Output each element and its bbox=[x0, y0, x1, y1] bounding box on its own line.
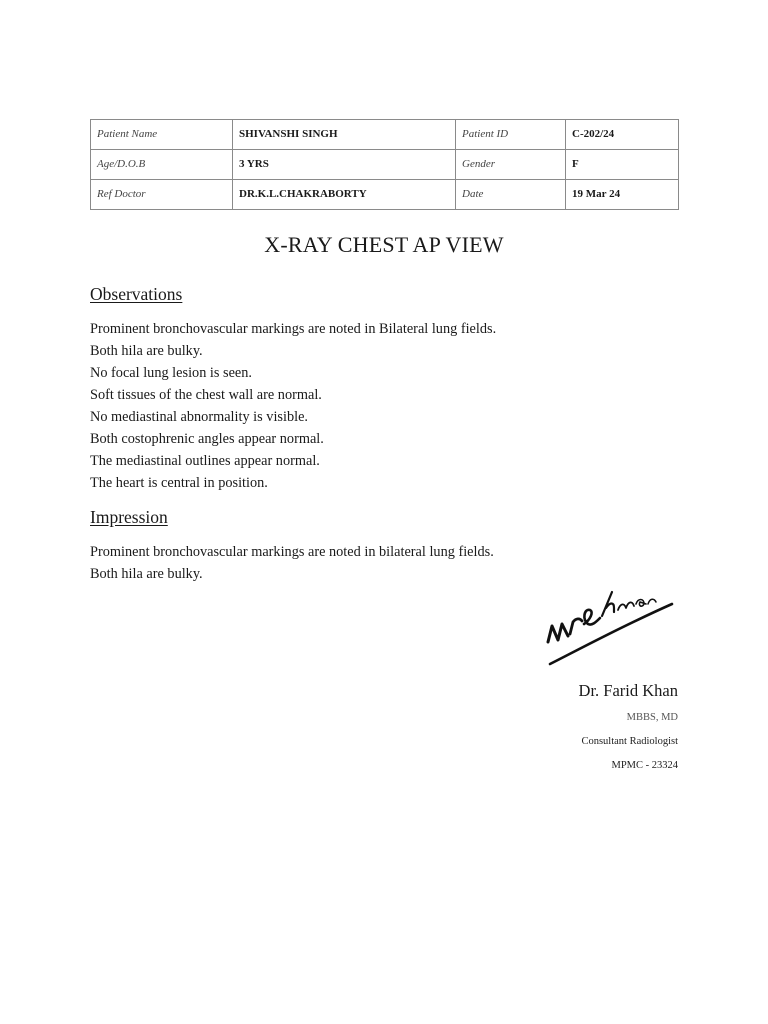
impression-line: Prominent bronchovascular markings are noted in bilateral lung fields. bbox=[90, 544, 494, 560]
patient-name-label: Patient Name bbox=[91, 120, 233, 150]
table-row bbox=[91, 180, 679, 210]
observation-line: Both costophrenic angles appear normal. bbox=[90, 431, 324, 447]
gender-value: F bbox=[566, 150, 679, 180]
patient-id-value: C-202/24 bbox=[566, 120, 679, 150]
doctor-qualification: MBBS, MD bbox=[626, 712, 678, 723]
table-row bbox=[91, 120, 679, 150]
observations-heading: Observations bbox=[90, 284, 183, 304]
impression-heading: Impression bbox=[90, 507, 168, 527]
observation-line: The heart is central in position. bbox=[90, 475, 268, 491]
observation-line: No focal lung lesion is seen. bbox=[90, 365, 252, 381]
signatory-block bbox=[579, 678, 678, 778]
observations-list bbox=[90, 318, 496, 494]
patient-name-value: SHIVANSHI SINGH bbox=[233, 120, 456, 150]
signature-image bbox=[538, 586, 678, 670]
doctor-registration: MPMC - 23324 bbox=[611, 760, 678, 771]
impression-list bbox=[90, 541, 494, 585]
impression-line: Both hila are bulky. bbox=[90, 566, 203, 582]
table-row bbox=[91, 150, 679, 180]
observation-line: The mediastinal outlines appear normal. bbox=[90, 453, 320, 469]
doctor-designation: Consultant Radiologist bbox=[581, 736, 678, 747]
report-title: X-RAY CHEST AP VIEW bbox=[264, 232, 504, 257]
age-label: Age/D.O.B bbox=[91, 150, 233, 180]
observation-line: Soft tissues of the chest wall are normal. bbox=[90, 387, 322, 403]
date-label: Date bbox=[456, 180, 566, 210]
ref-doctor-label: Ref Doctor bbox=[91, 180, 233, 210]
gender-label: Gender bbox=[456, 150, 566, 180]
observation-line: Both hila are bulky. bbox=[90, 343, 203, 359]
observation-line: No mediastinal abnormality is visible. bbox=[90, 409, 308, 425]
patient-info-table bbox=[90, 119, 679, 210]
observation-line: Prominent bronchovascular markings are noted in Bilateral lung fields. bbox=[90, 321, 497, 337]
doctor-name: Dr. Farid Khan bbox=[578, 681, 678, 700]
patient-id-label: Patient ID bbox=[456, 120, 566, 150]
date-value: 19 Mar 24 bbox=[566, 180, 679, 210]
age-value: 3 YRS bbox=[233, 150, 456, 180]
ref-doctor-value: DR.K.L.CHAKRABORTY bbox=[233, 180, 456, 210]
